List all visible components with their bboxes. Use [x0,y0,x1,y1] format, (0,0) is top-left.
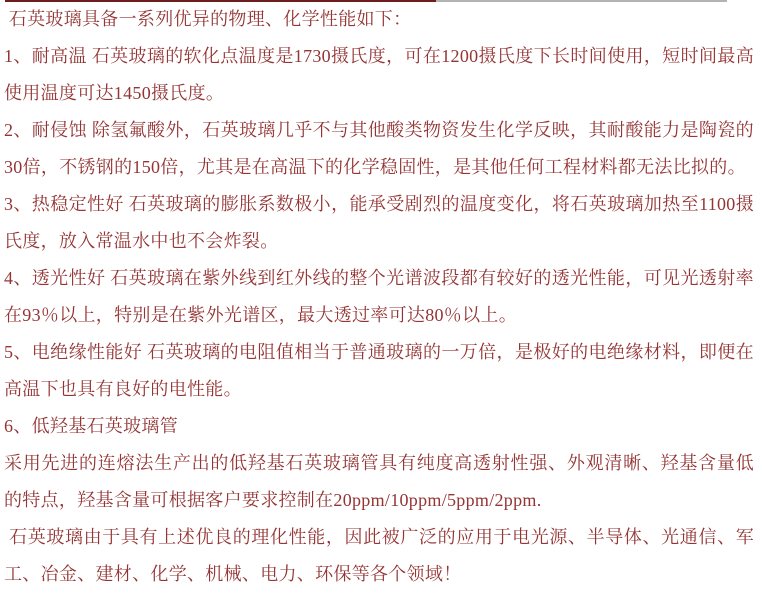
paragraph-low-hydroxyl-detail: 采用先进的连熔法生产出的低羟基石英玻璃管具有纯度高透射性强、外观清晰、羟基含量低的特点，羟基含量可根据客户要求控制在20ppm/10ppm/5ppm/2ppm. [4,453,754,510]
document-body [4,1,754,593]
paragraph-electrical-insulation: 5、电绝缘性能好 石英玻璃的电阻值相当于普通玻璃的一万倍，是极好的电绝缘材料，即便在高温下也具有良好的电性能。 [4,342,754,399]
paragraph-light-transmission: 4、透光性好 石英玻璃在紫外线到红外线的整个光谱波段都有较好的透光性能，可见光透射率在93％以上，特别是在紫外光谱区，最大透过率可达80％以上。 [4,268,754,325]
paragraph-thermal-stability: 3、热稳定性好 石英玻璃的膨胀系数极小，能承受剧烈的温度变化，将石英玻璃加热至1100摄氏度，放入常温水中也不会炸裂。 [4,194,754,251]
paragraph-corrosion-resistance: 2、耐侵蚀 除氢氟酸外，石英玻璃几乎不与其他酸类物资发生化学反映，其耐酸能力是陶瓷的30倍，不锈钢的150倍，尤其是在高温下的化学稳固性，是其他任何工程材料都无法比拟的。 [4,120,754,177]
paragraph-high-temperature: 1、耐高温 石英玻璃的软化点温度是1730摄氏度，可在1200摄氏度下长时间使用，短时间最高使用温度可达1450摄氏度。 [4,46,754,103]
intro-line: 石英玻璃具备一系列优异的物理、化学性能如下： [4,9,412,29]
paragraph-low-hydroxyl-title: 6、低羟基石英玻璃管 [4,416,178,436]
paragraph-applications: 石英玻璃由于具有上述优良的理化性能，因此被广泛的应用于电光源、半导体、光通信、军工、冶金、建材、化学、机械、电力、环保等各个领域！ [4,527,754,584]
